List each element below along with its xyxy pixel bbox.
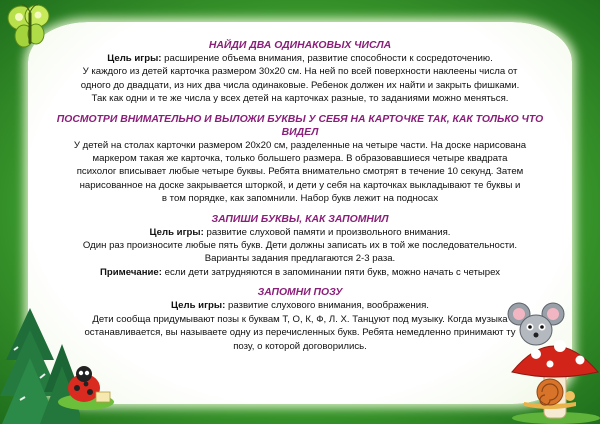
goal-label: Цель игры: [149,226,204,238]
goal-text: развитие слуховой памяти и произвольного внимания. [203,226,451,238]
section-title-continued: ВИДЕЛ [281,126,319,138]
text-line: Один раз произносите любые пять букв. Дети должны записать их в той же последовательности. [82,240,518,252]
section-title: НАЙДИ ДВА ОДИНАКОВЫХ ЧИСЛА [208,40,392,51]
goal-text: развитие слухового внимания, воображения. [225,300,429,312]
note-text: если дети затрудняются в запоминании пяти букв, можно начать с четырех [161,266,501,278]
text-line: одного до двадцати, из них два числа одинаковые. Ребенок должен их найти и закрыть фишками. [80,79,520,91]
ladybug-icon [56,362,116,412]
text-line: в том порядке, как запомнили. Набор букв лежит на подносах [161,193,439,205]
text-line: позу, о которой договорились. [233,340,367,352]
goal-line [34,299,566,312]
snail-icon [520,372,580,412]
goal-line [34,226,566,239]
section-title: ПОСМОТРИ ВНИМАТЕЛЬНО И ВЫЛОЖИ БУКВЫ У СЕБЯ НА КАРТОЧКЕ ТАК, КАК ТОЛЬКО ЧТО [56,113,544,125]
text-line: Варианты задания предлагаются 2-3 раза. [204,253,396,265]
text-line: Так как одни и те же числа у всех детей на карточках разные, то заданиями можно меняться. [91,93,509,105]
text-line: нарисованное на доске закрывается шторкой, и дети у себя на карточках выкладывают те буквы и [79,179,521,191]
section-title: ЗАПОМНИ ПОЗУ [257,287,343,299]
text-line: останавливается, вы называете одну из перечисленных букв. Ребята немедленно принимают ту [84,327,516,339]
text-line: психолог вписывает любые четыре буквы. Ребята внимательно смотрят в течение 10 секунд. Затем [76,166,524,178]
text-line: У детей на столах карточки размером 20х20 см, разделенные на четыре части. На доске нарисована [73,139,527,151]
document-body [34,39,566,353]
goal-line [34,52,566,65]
goal-label: Цель игры: [171,300,226,312]
text-line: маркером такая же карточка, только большего размера. В образовавшиеся четыре квадрата [92,153,508,165]
note-line [34,266,566,279]
section-title: ЗАПИШИ БУКВЫ, КАК ЗАПОМНИЛ [211,213,389,225]
text-line: Дети сообща придумывают позы к буквам Т, О, К, Ф, Л. Х. Танцуют под музыку. Когда музыка [92,313,508,325]
text-line: У каждого из детей карточка размером 30х20 см. На ней по всей поверхности наклеены числа от [82,66,518,78]
goal-text: расширение объема внимания, развитие способности к сосредоточению. [161,53,493,64]
goal-label: Цель игры: [107,53,162,64]
note-label: Примечание: [99,266,162,278]
